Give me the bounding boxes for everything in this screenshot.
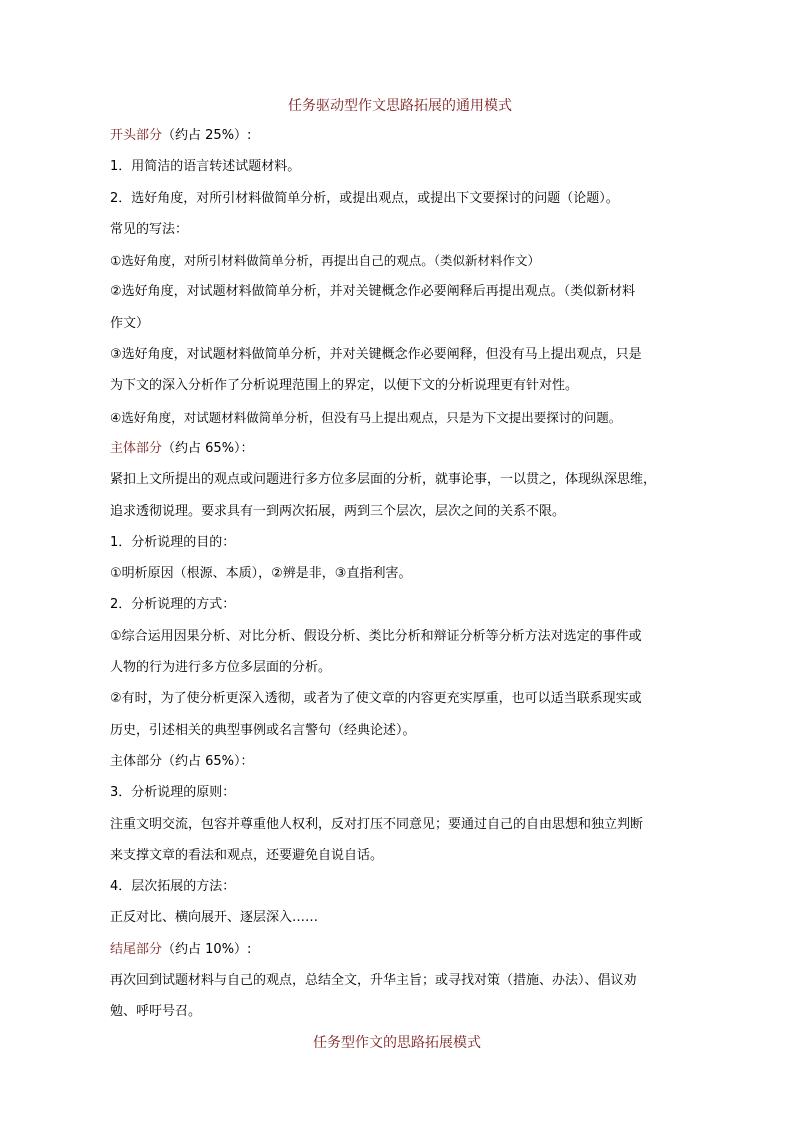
paragraph-line: 2．分析说理的方式： [110,597,236,613]
section-heading-ending [110,940,690,960]
paragraph-line: ①选好角度，对所引材料做简单分析，再提出自己的观点。（类似新材料作文） [110,253,540,269]
paragraph-line: 作文） [110,315,150,331]
paragraph-line: 再次回到试题材料与自己的观点，总结全文，升华主旨；或寻找对策（措施、办法）、倡议劝 [110,973,637,989]
paragraph-line: 常见的写法： [110,221,189,237]
paragraph-line: 1．用简洁的语言转述试题材料。 [110,159,301,175]
paragraph-line: 来支撑文章的看法和观点，还要避免自说自话。 [110,847,384,863]
paragraph-line: 为下文的深入分析作了分析说理范围上的界定，以便下文的分析说理更有针对性。 [110,378,579,394]
paragraph-line: 勉、呼吁号召。 [110,1004,202,1020]
paragraph-line: 1．分析说理的目的： [110,534,236,550]
section-heading-body-repeat [110,752,690,772]
section-heading-accent: 结尾部分 [110,941,163,957]
next-section-title: 任务型作文的思路拓展模式 [313,1035,481,1051]
section-heading-accent: 主体部分 [110,440,163,456]
paragraph-line: 人物的行为进行多方位多层面的分析。 [110,660,332,676]
document-content [110,96,690,1034]
paragraph-line: 注重文明交流，包容并尊重他人权利，反对打压不同意见；要通过自己的自由思想和独立判断 [110,816,644,832]
section-heading-rest: （约占 10%）: [162,941,252,957]
paragraph-line: 4．层次拓展的方法： [110,879,236,895]
paragraph-line: ③选好角度，对试题材料做简单分析，并对关键概念作必要阐释，但没有马上提出观点，只是 [110,347,642,363]
section-heading-body [110,439,690,459]
paragraph-line: ②选好角度，对试题材料做简单分析，并对关键概念作必要阐释后再提出观点。（类似新材料 [110,284,636,300]
paragraph-line: 历史，引述相关的典型事例或名言警句（经典论述）。 [110,722,416,738]
paragraph-line: 3．分析说理的原则： [110,785,236,801]
paragraph-line: ①综合运用因果分析、对比分析、假设分析、类比分析和辩证分析等分析方法对选定的事件或 [110,628,642,644]
section-heading-accent: 开头部分 [110,128,163,143]
section-heading-rest: （约占 65%）： [162,440,254,456]
section-heading-opening [110,126,690,146]
section-heading-rest: 主体部分（约占 65%）： [110,753,254,769]
document-title: 任务驱动型作文思路拓展的通用模式 [288,98,512,114]
paragraph-line: ①明析原因（根源、本质），②辨是非，③直指利害。 [110,566,412,582]
paragraph-line: 紧扣上文所提出的观点或问题进行多方位多层面的分析，就事论事，一以贯之，体现纵深思维， [110,472,657,488]
paragraph-line: ②有时，为了使分析更深入透彻，或者为了使文章的内容更充实厚重，也可以适当联系现实或 [110,691,642,707]
section-heading-rest: （约占 25%）: [162,128,252,143]
paragraph-line: 2．选好角度，对所引材料做简单分析，或提出观点，或提出下文要探讨的问题（论题）。 [110,190,619,206]
paragraph-line: ④选好角度，对试题材料做简单分析，但没有马上提出观点，只是为下文提出要探讨的问题。 [110,409,622,425]
paragraph-line: 追求透彻说理。要求具有一到两次拓展，两到三个层次，层次之间的关系不限。 [110,503,566,519]
paragraph-line: 正反对比、横向展开、逐层深入…… [110,910,319,926]
